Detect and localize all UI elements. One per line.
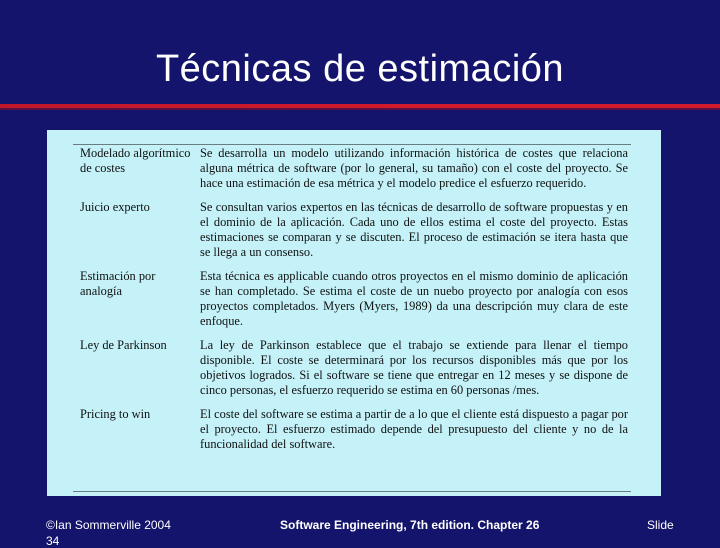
table-row [80,407,628,461]
estimation-techniques-table [47,130,661,496]
technique-description: Esta técnica es applicable cuando otros proyectos en el mismo dominio de aplicación se han completado. Se estima el coste de un nuebo proyecto por analogía con esos proyectos completados. Myers (Myers, 1989) da una descripción muy clara de este enfoque. [200,269,628,328]
table-row [80,269,628,338]
technique-name: Estimación por analogía [80,269,156,298]
footer-page-number: 34 [46,534,60,548]
technique-description: Se desarrolla un modelo utilizando información histórica de costes que relaciona alguna métrica de software (por lo general, su tamaño) con el coste del proyecto. Se hace una estimación de esa métrica y el modelo predice el esfuerzo requerido. [200,146,628,190]
technique-description: Se consultan varios expertos en las técnicas de desarrollo de software propuestas y en el dominio de la aplicación. Cada uno de ellos estima el coste del proyecto. Estas estimaciones se comparan y se discuten. El proceso de estimación se itera hasta que se llega a un consenso. [200,200,628,259]
table-row [80,200,628,269]
technique-table [80,145,628,461]
technique-description: La ley de Parkinson establece que el trabajo se extiende para llenar el tiempo disponible. El coste se determinará por los recursos disponibles más que por los objetivos logrados. Si el software se tiene que entregar en 12 meses y se dispone de cinco personas, el esfuerzo requerido se estima en 60 personas /mes. [200,338,628,397]
footer-copyright: ©Ian Sommerville 2004 [46,518,171,532]
title-divider-shadow [0,108,720,110]
technique-name: Modelado algorítmico de costes [80,146,191,175]
footer-slide-label: Slide [647,518,674,532]
technique-name: Ley de Parkinson [80,338,167,352]
footer-book-title: Software Engineering, 7th edition. Chapter 26 [280,518,540,532]
technique-name: Juicio experto [80,200,150,214]
technique-name: Pricing to win [80,407,151,421]
table-row [80,145,628,200]
technique-description: El coste del software se estima a partir de a lo que el cliente está dispuesto a pagar por el proyecto. El esfuerzo estimado depende del presupuesto del cliente y no de la funcionalidad del software. [200,407,628,451]
slide-title: Técnicas de estimación [155,48,565,90]
table-row [80,338,628,407]
table-bottom-rule [73,491,631,492]
